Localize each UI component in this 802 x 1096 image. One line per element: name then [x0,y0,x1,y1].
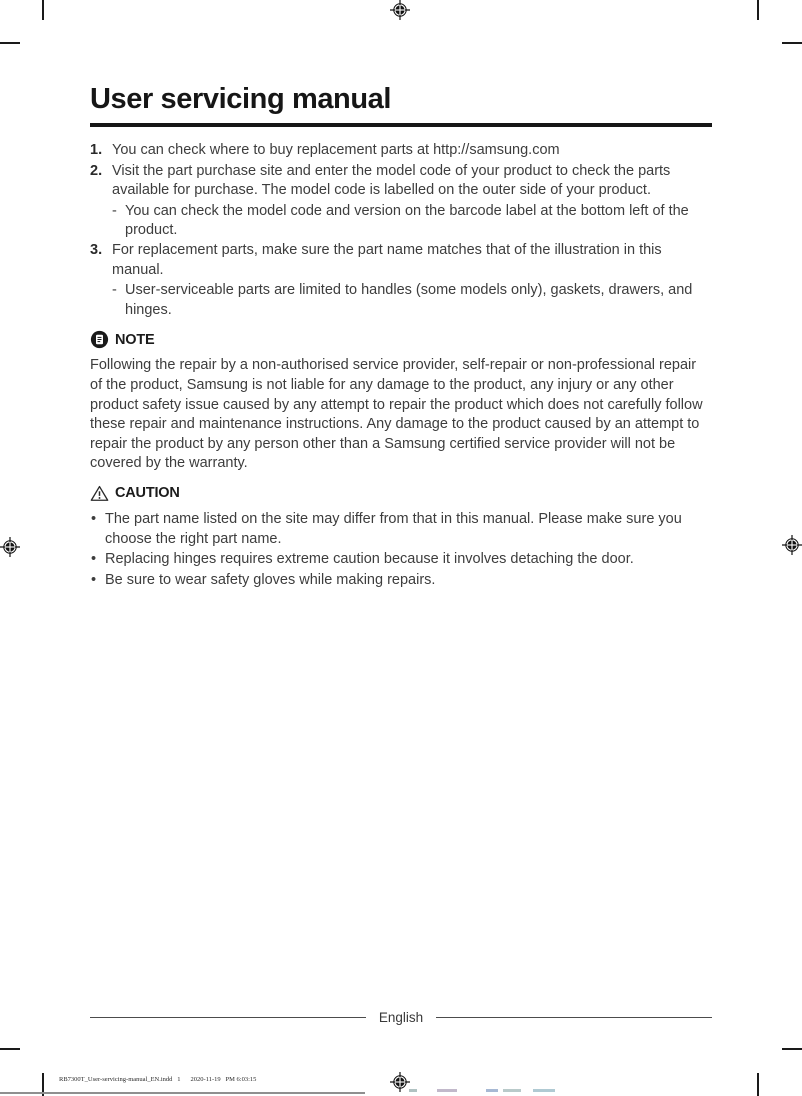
sub-step [90,281,712,320]
page-content [90,82,712,591]
caution-bullet-text: The part name listed on the site may differ from that in this manual. Please make sure you choose the right part name. [105,510,682,547]
print-color-mark [486,1089,498,1092]
prepress-filename: RB7300T_User-servicing-manual_EN.indd 1 [59,1076,181,1083]
crop-mark [782,42,802,44]
step-number: 3. [90,241,103,258]
caution-heading [90,484,712,503]
numbered-step [90,162,712,201]
footer-language-label: English [378,1010,424,1025]
crop-mark [0,1048,20,1050]
page-edge-line [0,1092,365,1094]
prepress-timestamp: 2020-11-19 PM 6:03:15 [190,1076,257,1083]
footer-divider-line [90,1017,366,1018]
caution-bullet [90,571,712,591]
dash-marker: - [112,282,117,299]
caution-bullet-text: Replacing hinges requires extreme caution because it involves detaching the door. [105,551,634,568]
print-color-mark [409,1089,417,1092]
bullet-marker: • [91,551,97,568]
step-text: For replacement parts, make sure the part name matches that of the illustration in this manual. [112,241,662,278]
bullet-marker: • [91,510,97,527]
caution-label: CAUTION [115,485,180,502]
step-number: 2. [90,162,103,179]
print-color-mark [503,1089,521,1092]
title-rule [90,123,712,127]
crop-mark [782,1048,802,1050]
crop-mark [0,42,20,44]
sub-step [90,202,712,241]
registration-mark-icon [390,1072,410,1092]
step-text: You can check where to buy replacement parts at http://samsung.com [112,142,560,158]
step-number: 1. [90,142,103,158]
step-text: Visit the part purchase site and enter the model code of your product to check the parts available for purchase. The model code is labelled on the outer side of your product. [112,162,671,199]
page-footer [90,1010,712,1025]
caution-warning-icon [90,484,109,503]
footer-divider-line [436,1017,712,1018]
prepress-info [59,1076,256,1083]
caution-bullet [90,550,712,570]
numbered-step [90,141,712,161]
crop-mark [42,0,44,20]
sub-step-text: User-serviceable parts are limited to handles (some models only), gaskets, drawers, and hinges. [125,282,693,318]
numbered-step [90,241,712,280]
crop-mark [757,0,759,20]
note-paragraph: Following the repair by a non-authorised service provider, self-repair or non-professional repair of the product, Samsung is not liable for any damage to the product, any injury or any other product safety issue caused by any attempt to repair the product which does not carefully follow these repair and maintenance instructions. Any damage to the product caused by an attempt to repair the product by any person other than a Samsung certified service provider will not be covered by the warranty. [90,357,703,472]
registration-mark-icon [782,535,802,555]
registration-mark-icon [0,537,20,557]
print-color-mark [533,1089,555,1092]
registration-mark-icon [390,0,410,20]
sub-step-text: You can check the model code and version on the barcode label at the bottom left of the product. [125,202,689,239]
note-heading [90,330,712,349]
note-icon [90,330,109,349]
note-label: NOTE [115,331,155,348]
crop-mark [757,1073,759,1096]
caution-bullet [90,510,712,549]
bullet-marker: • [91,571,97,588]
dash-marker: - [112,202,117,219]
page-title: User servicing manual [90,83,392,115]
caution-bullet-text: Be sure to wear safety gloves while making repairs. [105,571,436,588]
print-color-mark [437,1089,457,1092]
